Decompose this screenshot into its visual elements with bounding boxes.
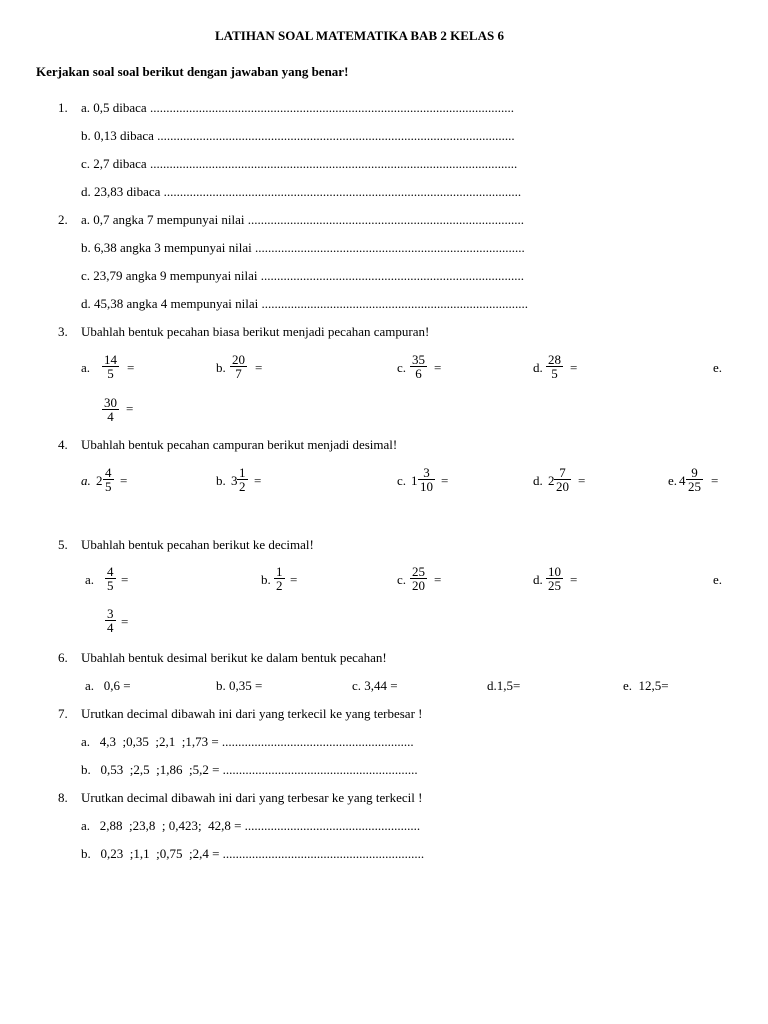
question-number: 6. <box>58 650 68 665</box>
equals-sign: = <box>127 360 135 375</box>
question-text: Ubahlah bentuk desimal berikut ke dalam bentuk pecahan! <box>81 650 387 665</box>
item-label: d. <box>533 360 543 375</box>
numerator: 25 <box>412 564 425 579</box>
page-title: LATIHAN SOAL MATEMATIKA BAB 2 KELAS 6 <box>215 28 504 43</box>
numerator: 3 <box>423 465 430 480</box>
numerator: 1 <box>276 564 283 579</box>
q1-item-c: c. 2,7 dibaca ................................................................................................................. <box>81 156 518 171</box>
q2-item-b: b. 6,38 angka 3 mempunyai nilai ................................................................................... <box>81 240 525 255</box>
item-label: b. <box>216 360 226 375</box>
question-number: 4. <box>58 437 68 452</box>
denominator: 2 <box>276 578 283 593</box>
equals-sign: = <box>290 572 298 587</box>
fraction <box>102 396 119 423</box>
fraction <box>230 353 247 380</box>
question-text: Ubahlah bentuk pecahan berikut ke decimal! <box>81 537 314 552</box>
denominator: 4 <box>107 620 114 635</box>
denominator: 10 <box>420 479 433 494</box>
fraction <box>105 607 116 634</box>
question-number: 7. <box>58 706 68 721</box>
item-label: c. <box>397 473 407 488</box>
fraction <box>410 353 427 380</box>
denominator: 6 <box>410 366 427 380</box>
equals-sign: = <box>255 360 263 375</box>
fraction <box>546 353 563 380</box>
question-number: 5. <box>58 537 68 552</box>
q1-item-a: a. 0,5 dibaca ................................................................................................................ <box>81 100 514 115</box>
question-text: Urutkan decimal dibawah ini dari yang terbesar ke yang terkecil ! <box>81 790 423 805</box>
fraction <box>105 565 116 592</box>
item-label: a. <box>81 360 91 375</box>
numerator: 3 <box>107 606 114 621</box>
fraction <box>546 565 563 592</box>
item-label: a. <box>81 473 91 488</box>
denominator: 7 <box>230 366 247 380</box>
denominator: 5 <box>105 479 112 494</box>
item-label: e. <box>668 473 678 488</box>
equals-sign: = <box>126 401 134 416</box>
q6-item-d: d.1,5= <box>487 678 521 693</box>
question-number: 1. <box>58 100 68 115</box>
whole-number: 3 <box>231 473 238 488</box>
q8-item-a: a. 2,88 ;23,8 ; 0,423; 42,8 = ...................................................... <box>81 818 421 833</box>
denominator: 5 <box>546 366 563 380</box>
instruction: Kerjakan soal soal berikut dengan jawaban yang benar! <box>36 64 349 79</box>
q1-item-d: d. 23,83 dibaca .............................................................................................................. <box>81 184 522 199</box>
equals-sign: = <box>120 473 128 488</box>
question-text: Ubahlah bentuk pecahan biasa berikut menjadi pecahan campuran! <box>81 324 430 339</box>
item-label: c. <box>397 572 407 587</box>
q2-item-d: d. 45,38 angka 4 mempunyai nilai .................................................................................. <box>81 296 529 311</box>
denominator: 4 <box>102 409 119 423</box>
equals-sign: = <box>434 572 442 587</box>
equals-sign: = <box>441 473 449 488</box>
equals-sign: = <box>578 473 586 488</box>
denominator: 2 <box>239 479 246 494</box>
fraction <box>410 565 427 592</box>
numerator: 1 <box>239 465 246 480</box>
q6-item-e: e. 12,5= <box>623 678 669 693</box>
equals-sign: = <box>570 572 578 587</box>
denominator: 25 <box>688 479 701 494</box>
q2-item-a: a. 0,7 angka 7 mempunyai nilai ..................................................................................... <box>81 212 525 227</box>
question-text: Ubahlah bentuk pecahan campuran berikut menjadi desimal! <box>81 437 398 452</box>
numerator: 30 <box>104 395 117 410</box>
item-label: c. <box>397 360 407 375</box>
denominator: 20 <box>556 479 569 494</box>
equals-sign: = <box>434 360 442 375</box>
equals-sign: = <box>711 473 719 488</box>
whole-number: 2 <box>548 473 555 488</box>
denominator: 20 <box>412 578 425 593</box>
q6-item-c: c. 3,44 = <box>352 678 398 693</box>
item-label: b. <box>261 572 271 587</box>
q6-item-a: a. 0,6 = <box>85 678 131 693</box>
whole-number: 1 <box>411 473 418 488</box>
fraction <box>686 466 703 493</box>
item-label: a. <box>85 572 95 587</box>
item-label: e. <box>713 572 723 587</box>
q2-item-c: c. 23,79 angka 9 mempunyai nilai ................................................................................. <box>81 268 525 283</box>
numerator: 35 <box>412 352 425 367</box>
question-number: 8. <box>58 790 68 805</box>
equals-sign: = <box>254 473 262 488</box>
numerator: 4 <box>105 465 112 480</box>
numerator: 4 <box>107 564 114 579</box>
q6-item-b: b. 0,35 = <box>216 678 263 693</box>
denominator: 25 <box>548 578 561 593</box>
equals-sign: = <box>121 614 129 629</box>
equals-sign: = <box>121 572 129 587</box>
fraction <box>103 466 114 493</box>
item-label: d. <box>533 473 543 488</box>
denominator: 5 <box>102 366 119 380</box>
equals-sign: = <box>570 360 578 375</box>
whole-number: 4 <box>679 473 686 488</box>
fraction <box>554 466 571 493</box>
numerator: 28 <box>548 352 561 367</box>
fraction <box>237 466 248 493</box>
whole-number: 2 <box>96 473 103 488</box>
numerator: 20 <box>232 352 245 367</box>
numerator: 14 <box>104 352 117 367</box>
item-label: e. <box>713 360 723 375</box>
q1-item-b: b. 0,13 dibaca .............................................................................................................. <box>81 128 515 143</box>
question-number: 3. <box>58 324 68 339</box>
fraction <box>418 466 435 493</box>
question-number: 2. <box>58 212 68 227</box>
fraction <box>274 565 285 592</box>
fraction <box>102 353 119 380</box>
numerator: 9 <box>691 465 698 480</box>
q7-item-a: a. 4,3 ;0,35 ;2,1 ;1,73 = ........................................................... <box>81 734 414 749</box>
q7-item-b: b. 0,53 ;2,5 ;1,86 ;5,2 = ............................................................ <box>81 762 418 777</box>
item-label: b. <box>216 473 226 488</box>
item-label: d. <box>533 572 543 587</box>
denominator: 5 <box>107 578 114 593</box>
q8-item-b: b. 0,23 ;1,1 ;0,75 ;2,4 = .............................................................. <box>81 846 425 861</box>
numerator: 10 <box>548 564 561 579</box>
question-text: Urutkan decimal dibawah ini dari yang terkecil ke yang terbesar ! <box>81 706 423 721</box>
numerator: 7 <box>559 465 566 480</box>
